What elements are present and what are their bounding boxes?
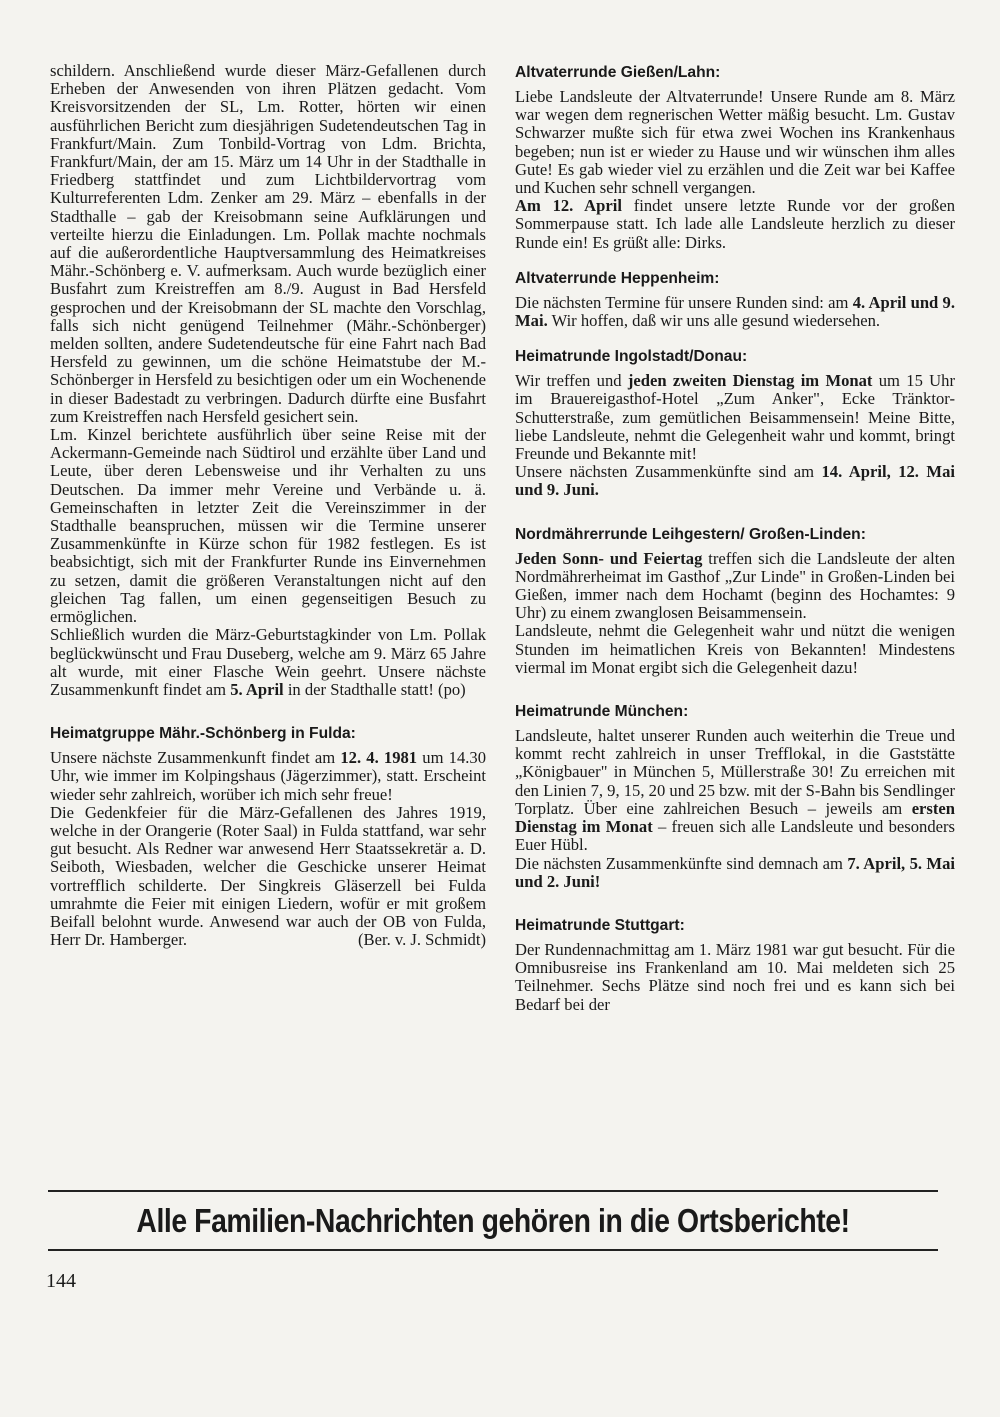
text-run: Unsere nächste Zusammenkunft findet am — [50, 748, 341, 768]
body-paragraph — [50, 626, 486, 699]
text-run: um 14.30 Uhr, wie immer im Kolpingshaus (Jägerzimmer), statt. Erscheint wieder sehr zahlreich, worüber ich mich sehr freue! — [50, 748, 487, 804]
section-heading: Heimatrunde München: — [515, 703, 689, 721]
text-run: Unsere nächsten Zusammenkünfte sind am — [515, 462, 822, 482]
bold-date: 14. April, 12. Mai und 9. Juni. — [515, 462, 955, 500]
section-giessen — [515, 64, 955, 252]
text-run: treffen sich die Landsleute der alten Nordmährerheimat im Gasthof „Zur Linde" in Großen-Linden bei Gießen, immer nach dem Hochamt (beginn des Hochamtes: 9 Uhr) zu einem zwanglosen Beisammensein. — [515, 548, 955, 623]
body-paragraph — [515, 727, 955, 854]
text-run: Die nächsten Zusammenkünfte sind demnach am — [515, 853, 848, 873]
body-paragraph — [50, 749, 486, 804]
body-paragraph — [515, 197, 955, 252]
section-heading: Altvaterrunde Heppenheim: — [515, 269, 720, 287]
section-muenchen — [515, 703, 955, 891]
page-number: 144 — [46, 1270, 76, 1292]
right-column — [515, 64, 955, 1032]
banner-bottom-rule — [48, 1249, 938, 1251]
text-run: Landsleute, haltet unserer Runden auch weiterhin die Treue und kommt recht zahlreich in unser Trefflokal, in die Gaststätte „Königbauer" in München 5, Müllerstraße 30! Zu erreichen mit den Linien 7, 9, 15, 20 und 25 bzw. mit der S-Bahn bis Sendlinger Torplatz. Über eine zahlreichen Besuch – jeweils am — [515, 726, 955, 818]
body-paragraph — [515, 294, 955, 330]
bold-phrase: jeden zweiten Dienstag im Monat — [627, 371, 873, 391]
body-paragraph — [515, 372, 955, 463]
text-run: um 15 Uhr im Brauereigasthof-Hotel „Zum Anker", Ecke Tränktor-Schutterstraße, zum gemütlichen Beisammensein! Meine Bitte, liebe Landsleute, nehmt die Gelegenheit wahr und kommt, bringt Freunde und Bekannte mit! — [515, 371, 955, 464]
text-run: Schließlich wurden die März-Geburtstagkinder von Lm. Pollak beglückwünscht und Frau Duseberg, welche am 9. März 65 Jahre alt wurde, mit einer Flasche Wein geehrt. Unsere nächste Zusammenkunft findet am — [50, 625, 486, 699]
section-heppenheim — [515, 270, 955, 330]
bold-date: 12. 4. 1981 — [340, 748, 418, 768]
text-run: findet unsere letzte Runde vor der großen Sommerpause statt. Ich lade alle Landsleute herzlich zu dieser Runde ein! Es grüßt alle: Dirks. — [515, 196, 955, 252]
bold-date: Am 12. April — [515, 196, 622, 216]
text-run: in der Stadthalle statt! (po) — [283, 679, 466, 699]
section-fulda — [50, 725, 486, 949]
body-paragraph: Lm. Kinzel berichtete ausführlich über seine Reise mit der Ackermann-Gemeinde nach Südtirol und erzählte über Land und Leute, über deren Lebensweise und ihr Verhalten zu uns Deutschen. Da immer mehr Vereine und Verbände u. ä. Gemeinschaften in letzter Zeit die Vereinszimmer in der Stadthalle beanspruchen, müssen wir die Termine unserer Zusammenkünfte in Kürze schon für 1982 festlegen. Es ist beabsichtigt, sich mit der Frankfurter Runde ins Einvernehmen zu setzen, damit die größeren Veranstaltungen nicht auf den gleichen Tag fallen, um einen gegenseitigen Besuch zu ermöglichen. — [50, 425, 486, 627]
section-heading: Nordmährerrunde Leihgestern/ Großen-Linden: — [515, 525, 866, 543]
bold-phrase: ersten Dienstag im Monat — [515, 798, 955, 837]
bold-phrase: Jeden Sonn- und Feiertag — [515, 548, 703, 568]
bold-date: 5. April — [230, 679, 284, 699]
signature: (Ber. v. J. Schmidt) — [358, 930, 486, 950]
left-column — [50, 62, 486, 967]
section-heading: Heimatrunde Ingolstadt/Donau: — [515, 348, 748, 366]
section-heading: Heimatrunde Stuttgart: — [515, 916, 685, 934]
body-paragraph — [515, 855, 955, 891]
body-paragraph — [515, 550, 955, 623]
body-paragraph — [50, 804, 486, 950]
body-paragraph: Landsleute, nehmt die Gelegenheit wahr und nützt die wenigen Stunden im heimatlichen Kreis von Bekannten! Mindestens viermal im Monat ergibt sich die Gelegenheit dazu! — [515, 621, 955, 677]
banner-headline: Alle Familien-Nachrichten gehören in die Ortsberichte! — [136, 1202, 850, 1239]
article-continuation — [50, 62, 486, 699]
section-heading: Altvaterrunde Gießen/Lahn: — [515, 64, 721, 81]
text-run: – freuen sich alle Landsleute und besonders Euer Hübl. — [515, 817, 955, 855]
text-run: Wir treffen und — [515, 371, 628, 391]
body-paragraph: Liebe Landsleute der Altvaterrunde! Unsere Runde am 8. März war wegen dem regnerischen Wetter mäßig besucht. Lm. Gustav Schwarzer mußte sich für etwa zwei Wochen ins Krankenhaus begeben; nun ist er wieder zu Hause und wir wünschen ihm alles Gute! Es gab wieder viel zu erzählen und die Zeit war bei Kaffee und Kuchen sehr schnell vergangen. — [515, 87, 955, 198]
section-heading: Heimatgruppe Mähr.-Schönberg in Fulda: — [50, 725, 356, 743]
section-ingolstadt — [515, 348, 955, 499]
text-run: Die Gedenkfeier für die März-Gefallenen des Jahres 1919, welche in der Orangerie (Roter Saal) in Fulda stattfand, war sehr gut besucht. Als Redner war anwesend Herr Staatssekretär a. D. Seiboth, Wiesbaden, welcher die Geschicke unserer Heimat vortrefflich schilderte. Der Singkreis Gläserzell bei Fulda umrahmte die Feier mit einigen Liedern, wofür er mit großem Beifall belohnt wurde. Anwesend war auch der OB von Fulda, Herr Dr. Hamberger. — [50, 802, 486, 950]
text-run: Wir hoffen, daß wir uns alle gesund wiedersehen. — [547, 311, 881, 331]
section-leihgestern — [515, 526, 955, 677]
banner-top-rule — [48, 1190, 938, 1192]
body-paragraph: Der Rundennachmittag am 1. März 1981 war gut besucht. Für die Omnibusreise ins Frankenland am 10. Mai meldeten sich 25 Teilnehmer. Sechs Plätze sind noch frei und es kann sich bei Bedarf bei der — [515, 939, 955, 1014]
section-stuttgart — [515, 917, 955, 1014]
bold-date: 7. April, 5. Mai und 2. Juni! — [515, 853, 955, 891]
body-paragraph — [515, 463, 955, 499]
text-run: Die nächsten Termine für unsere Runden sind: am — [515, 292, 853, 312]
body-paragraph: schildern. Anschließend wurde dieser März-Gefallenen durch Erheben der Anwesenden von ihren Plätzen gedacht. Vom Kreisvorsitzenden der SL, Lm. Rotter, hörten wir einen ausführlichen Bericht zum diesjährigen Sudetendeutschen Tag in Frankfurt/Main. Zum Tonbild-Vortrag von Ldm. Brichta, Frankfurt/Main, der am 15. März um 14 Uhr in der Stadthalle in Friedberg stattfindet und zum Lichtbildervortrag vom Kulturreferenten Ldm. Zenker am 29. März – ebenfalls in der Stadthalle – gab der Kreisobmann seine Aufklärungen und verteilte hierzu die Einladungen. Lm. Pollak machte nochmals auf die außerordentliche Hauptversammlung des Heimatkreises Mähr.-Schönberg e. V. aufmerksam. Auch wurde bezüglich einer Busfahrt zum Kreistreffen am 8./9. August in Bad Hersfeld gesprochen und der Kreisobmann der SL machte den Vorschlag, falls sich nicht genügend Teilnehmer (Mähr.-Schönberger) melden sollten, andere Sudetendeutsche für eine Fahrt nach Bad Hersfeld zu gewinnen, um die schöne Heimatstube der M.-Schönberger in Hersfeld zu besichtigen oder um ein Wochenende in dieser Badestadt zu verbringen. Dadurch dürfte eine Busfahrt zum Kreistreffen nach Hersfeld gesichert sein. — [50, 61, 486, 426]
bold-date: 4. April und 9. Mai. — [515, 292, 955, 331]
